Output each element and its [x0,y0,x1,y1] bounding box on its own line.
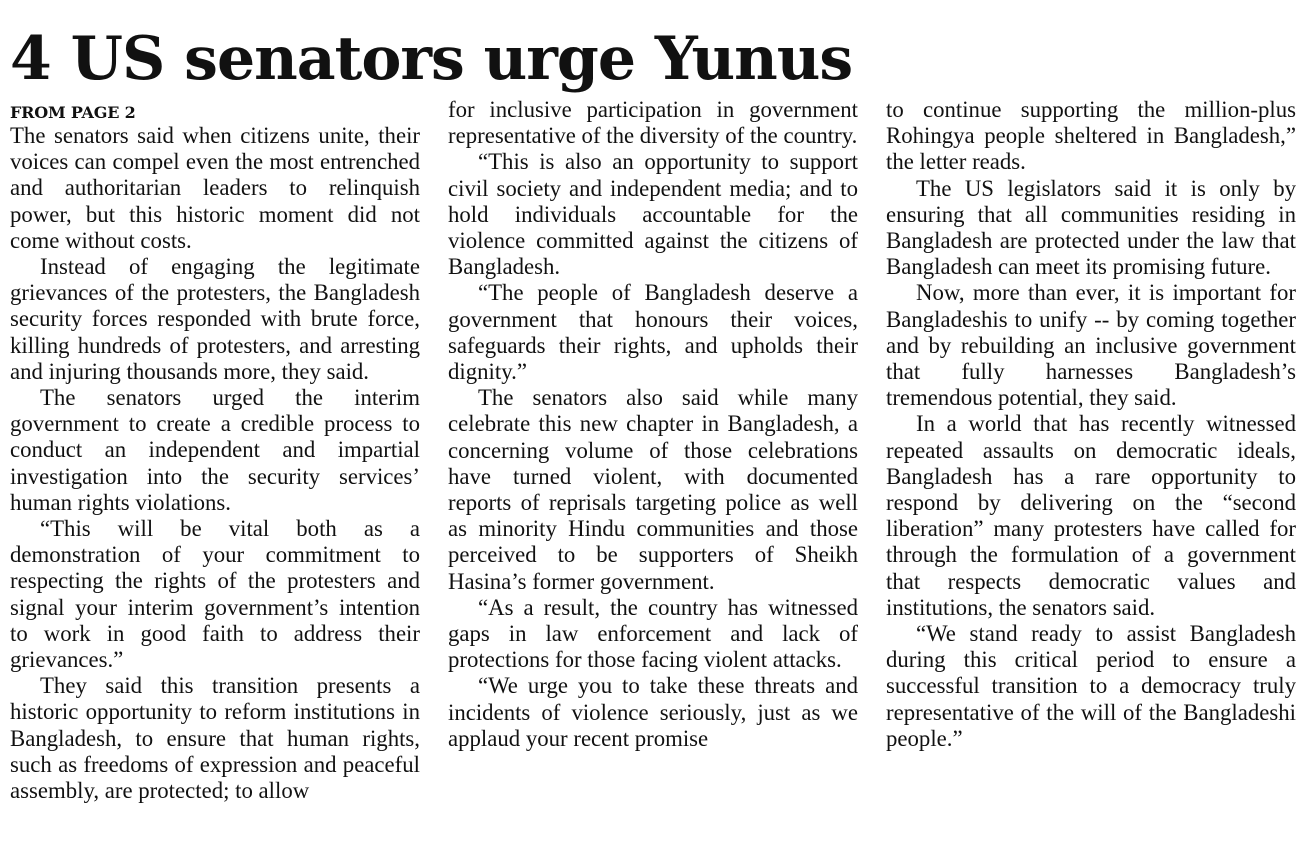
article-column-3 [886,97,1296,752]
article-column-1 [10,123,420,804]
article-column-2 [448,97,858,752]
paragraph: The senators said when citizens unite, their voices can compel even the most entrenched and authoritarian leaders to relinquish power, but this historic moment did not come without costs. [10,123,420,253]
paragraph: “This is also an opportunity to support civil society and independent media; and to hold individuals accountable for the violence committed against the citizens of Bangladesh. [448,149,858,280]
paragraph: The senators also said while many celebrate this new chapter in Bangladesh, a concerning volume of those celebrations have turned violent, with documented reports of reprisals targeting police as well as minority Hindu communities and those perceived to be supporters of Sheikh Hasina’s former government. [448,385,858,594]
paragraph: “As a result, the country has witnessed gaps in law enforcement and lack of protections for those facing violent attacks. [448,594,858,673]
headline: 4 US senators urge Yunus [10,24,853,94]
continuation-kicker: FROM PAGE 2 [10,103,136,122]
paragraph: They said this transition presents a historic opportunity to reform institutions in Bangladesh, to ensure that human rights, such as freedoms of expression and peaceful assembly, are protected; to allow [10,673,420,804]
paragraph: Now, more than ever, it is important for Bangladeshis to unify -- by coming together and by rebuilding an inclusive government that fully harnesses Bangladesh’s tremendous potential, they said. [886,280,1296,411]
paragraph: The US legislators said it is only by ensuring that all communities residing in Bangladesh are protected under the law that Bangladesh can meet its promising future. [886,175,1296,280]
paragraph: “We stand ready to assist Bangladesh during this critical period to ensure a successful transition to a democracy truly representative of the will of the Bangladeshi people.” [886,621,1296,751]
paragraph: to continue supporting the million-plus Rohingya people sheltered in Bangladesh,” the letter reads. [886,97,1296,175]
paragraph: “The people of Bangladesh deserve a government that honours their voices, safeguards their rights, and upholds their dignity.” [448,280,858,385]
paragraph: In a world that has recently witnessed repeated assaults on democratic ideals, Bangladesh has a rare opportunity to respond by delivering on the “second liberation” many protesters have called for through the formulation of a government that respects democratic values and institutions, the senators said. [886,411,1296,620]
paragraph: Instead of engaging the legitimate grievances of the protesters, the Bangladesh security forces responded with brute force, killing hundreds of protesters, and arresting and injuring thousands more, they said. [10,254,420,384]
paragraph: “This will be vital both as a demonstration of your commitment to respecting the rights of the protesters and signal your interim government’s intention to work in good faith to address their grievances.” [10,516,420,673]
paragraph: The senators urged the interim government to create a credible process to conduct an independent and impartial investigation into the security services’ human rights violations. [10,385,420,515]
paragraph: for inclusive participation in government representative of the diversity of the country. [448,97,858,149]
paragraph: “We urge you to take these threats and incidents of violence seriously, just as we applaud your recent promise [448,673,858,751]
